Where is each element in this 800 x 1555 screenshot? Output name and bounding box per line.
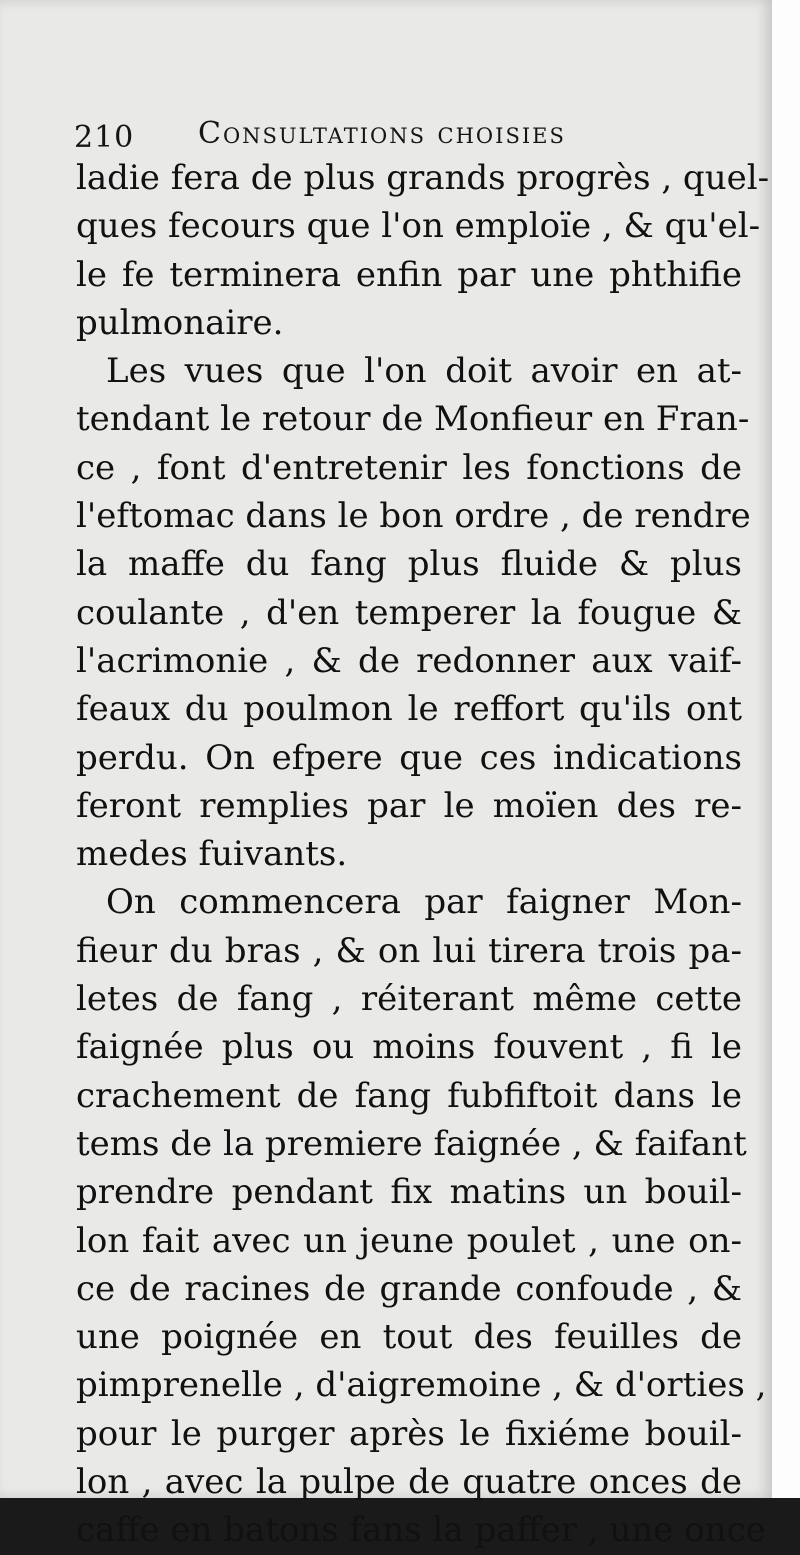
text-line: coulante , d'en temperer la fougue & <box>76 592 742 633</box>
text-line: ladie fera de plus grands progrès , quel- <box>76 158 770 198</box>
text-line: pour le purger après le fixiéme bouil- <box>76 1413 742 1454</box>
text-line: la maffe du fang plus fluide & plus <box>76 544 742 585</box>
text-line: le fe terminera enfin par une phthifie <box>76 254 742 295</box>
text-line: medes fuivants. <box>76 834 348 875</box>
page-number: 210 <box>74 120 135 155</box>
text-line: tendant le retour de Monfieur en Fran- <box>76 399 750 440</box>
page-edge <box>772 0 800 1498</box>
text-line: On commencera par faigner Mon- <box>106 882 742 923</box>
text-line: crachement de fang fubfiftoit dans le <box>76 1075 742 1116</box>
running-title: Consultations choisies <box>198 116 566 151</box>
text-line: ce de racines de grande confoude , & <box>76 1268 742 1309</box>
text-line: l'eftomac dans le bon ordre , de rendre <box>76 496 751 537</box>
text-line: lon , avec la pulpe de quatre onces de <box>76 1462 742 1503</box>
text-line: tems de la premiere faignée , & faifant <box>76 1123 747 1164</box>
text-line: prendre pendant fix matins un bouil- <box>76 1172 742 1213</box>
text-line: perdu. On efpere que ces indications <box>76 737 742 778</box>
text-line: feront remplies par le moïen des re- <box>76 785 742 826</box>
text-line: lon fait avec un jeune poulet , une on- <box>76 1220 742 1261</box>
body-text <box>76 154 770 1555</box>
text-line: feaux du poulmon le reffort qu'ils ont <box>76 689 742 730</box>
text-line: caffe en batons fans la paffer , une once <box>76 1510 766 1551</box>
text-line: pulmonaire. <box>76 302 284 343</box>
text-line: Les vues que l'on doit avoir en at- <box>106 351 742 392</box>
text-line: une poignée en tout des feuilles de <box>76 1317 742 1358</box>
text-line: l'acrimonie , & de redonner aux vaif- <box>76 640 742 681</box>
page-header <box>74 112 754 158</box>
text-line: fieur du bras , & on lui tirera trois pa- <box>76 930 742 971</box>
text-line: letes de fang , réiterant même cette <box>76 979 742 1020</box>
text-line: faignée plus ou moins fouvent , fi le <box>76 1027 742 1068</box>
text-line: pimprenelle , d'aigremoine , & d'orties , <box>76 1365 767 1406</box>
text-line: ques fecours que l'on emploïe , & qu'el- <box>76 206 761 247</box>
text-line: ce , font d'entretenir les fonctions de <box>76 447 742 488</box>
